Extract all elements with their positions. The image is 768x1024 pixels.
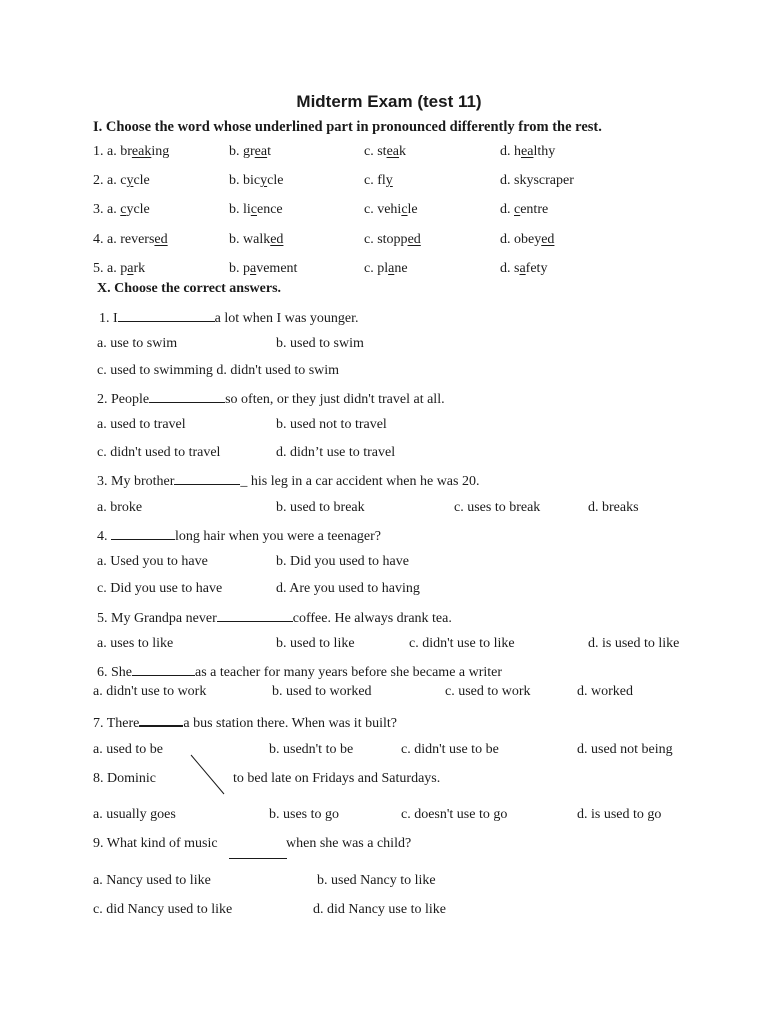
option-4d: d. obeyed [500,232,555,247]
option-5b: b. pavement [229,261,298,276]
option-5a: 5. a. park [93,261,146,276]
question-9-lead: 9. What kind of music [93,836,218,851]
question-6: 6. She as a teacher for many years before she became a writer [97,665,503,680]
question-9-rest: when she was a child? [286,836,412,851]
section-1-heading: I. Choose the word whose underlined part in pronounced differently from the rest. [93,119,602,135]
section-2-heading: X. Choose the correct answers. [97,281,282,296]
q4-option-b: b. Did you used to have [276,554,409,569]
q4-option-a: a. Used you to have [97,554,208,569]
option-1c: c. steak [364,144,406,159]
q5-option-a: a. uses to like [97,636,174,651]
option-3d: d. centre [500,202,549,217]
q7-option-d: d. used not being [577,742,673,757]
question-8-lead: 8. Dominic [93,771,156,786]
option-2a: 2. a. cycle [93,173,150,188]
option-2c: c. fly [364,173,393,188]
q1-option-b: b. used to swim [276,336,364,351]
q3-option-d: d. breaks [588,500,639,515]
q9-option-b: b. used Nancy to like [317,873,436,888]
q7-option-a: a. used to be [93,742,163,757]
option-3b: b. licence [229,202,283,217]
q1-option-cd: c. used to swimming d. didn't used to swim [97,363,340,378]
question-5: 5. My Grandpa never coffee. He always drank tea. [97,611,452,626]
q3-option-c: c. uses to break [454,500,541,515]
q1-option-a: a. use to swim [97,336,178,351]
q2-option-d: d. didn’t use to travel [276,445,396,460]
q7-option-c: c. didn't use to be [401,742,499,757]
q4-option-d: d. Are you used to having [276,581,420,596]
q8-option-a: a. usually goes [93,807,176,822]
option-4b: b. walked [229,232,284,247]
question-2: 2. People so often, or they just didn't travel at all. [97,392,445,407]
option-1b: b. great [229,144,271,159]
option-5c: c. plane [364,261,408,276]
question-8-rest: to bed late on Fridays and Saturdays. [233,771,441,786]
q8-option-c: c. doesn't use to go [401,807,508,822]
option-1a: 1. a. breaking [93,144,170,159]
q6-option-b: b. used to worked [272,684,372,699]
q5-option-d: d. is used to like [588,636,680,651]
question-7: 7. There a bus station there. When was it built? [93,713,397,732]
answer-blank [229,846,287,859]
q9-option-c: c. did Nancy used to like [93,902,233,917]
q9-option-d: d. did Nancy use to like [313,902,446,917]
q3-option-b: b. used to break [276,500,365,515]
q6-option-d: d. worked [577,684,633,699]
option-3c: c. vehicle [364,202,418,217]
q8-option-b: b. uses to go [269,807,339,822]
question-4: 4. long hair when you were a teenager? [97,529,382,544]
q4-option-c: c. Did you use to have [97,581,223,596]
q2-option-c: c. didn't used to travel [97,445,221,460]
option-5d: d. safety [500,261,548,276]
option-4a: 4. a. reversed [93,232,168,247]
option-1d: d. healthy [500,144,556,159]
q7-option-b: b. usedn't to be [269,742,354,757]
q6-option-c: c. used to work [445,684,531,699]
option-2d: d. skyscraper [500,173,574,188]
q9-option-a: a. Nancy used to like [93,873,211,888]
option-2b: b. bicycle [229,173,284,188]
q5-option-c: c. didn't use to like [409,636,515,651]
page-title: Midterm Exam (test 11) [296,92,482,111]
q2-option-a: a. used to travel [97,417,186,432]
option-4c: c. stopped [364,232,421,247]
q2-option-b: b. used not to travel [276,417,387,432]
q5-option-b: b. used to like [276,636,355,651]
q6-option-a: a. didn't use to work [93,684,207,699]
question-1: 1. I a lot when I was younger. [99,311,359,326]
q3-option-a: a. broke [97,500,143,515]
option-3a: 3. a. cycle [93,202,150,217]
question-3: 3. My brother _ his leg in a car accident when he was 20. [97,474,480,489]
q8-option-d: d. is used to go [577,807,662,822]
